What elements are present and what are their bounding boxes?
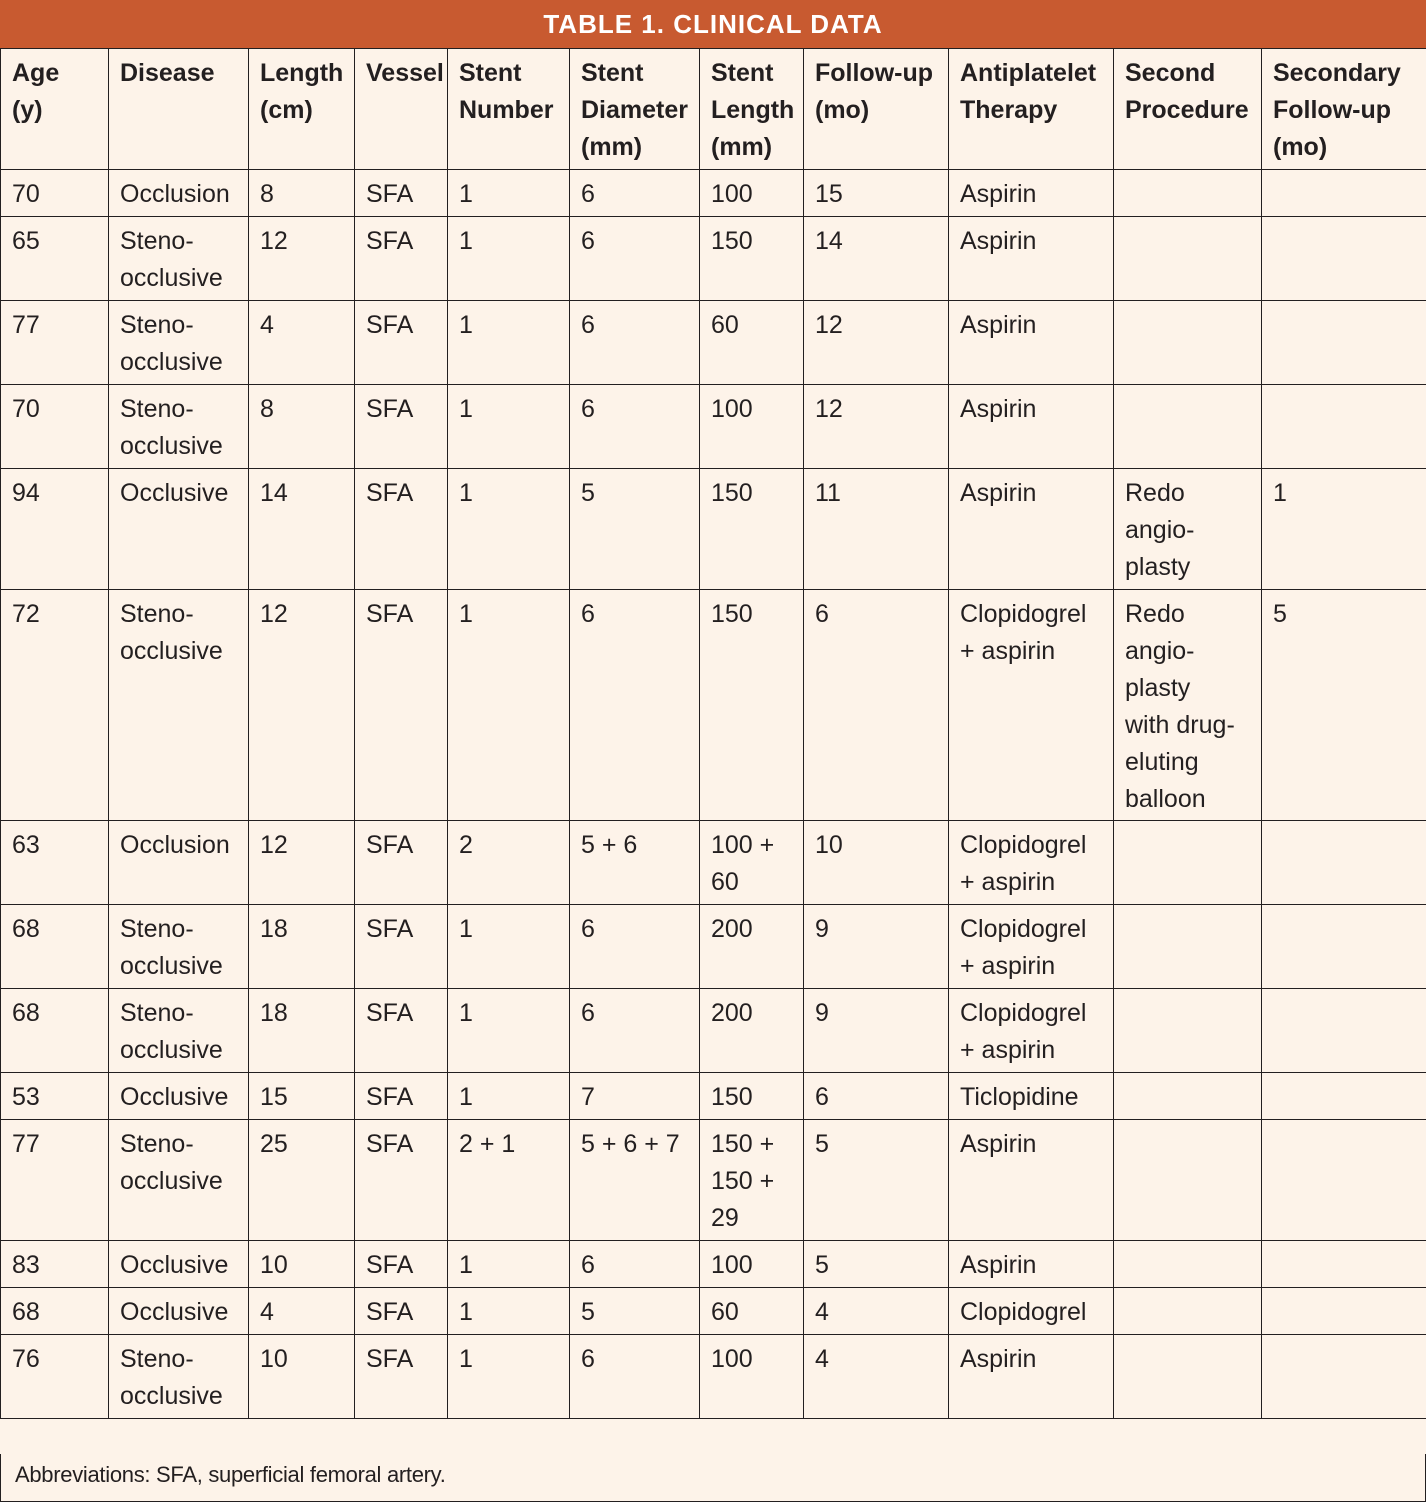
cell-age-y: 70 <box>1 170 109 217</box>
cell-length-cm: 14 <box>249 469 355 590</box>
table-row <box>1 1241 1426 1288</box>
cell-stent-number: 1 <box>448 989 570 1073</box>
cell-stent-length-mm: 200 <box>700 989 804 1073</box>
cell-second-procedure <box>1114 1241 1262 1288</box>
cell-stent-length-mm: 100 <box>700 170 804 217</box>
cell-length-cm: 18 <box>249 989 355 1073</box>
cell-stent-diameter-mm: 7 <box>570 1073 700 1120</box>
cell-second-procedure <box>1114 301 1262 385</box>
cell-stent-diameter-mm: 6 <box>570 989 700 1073</box>
cell-vessel: SFA <box>355 905 448 989</box>
cell-second-procedure <box>1114 905 1262 989</box>
cell-length-cm: 25 <box>249 1120 355 1241</box>
cell-stent-length-mm: 200 <box>700 905 804 989</box>
cell-stent-number: 2 + 1 <box>448 1120 570 1241</box>
cell-stent-length-mm: 150 + 150 + 29 <box>700 1120 804 1241</box>
cell-disease: Steno- occlusive <box>109 1335 249 1419</box>
table-row <box>1 217 1426 301</box>
cell-stent-diameter-mm: 6 <box>570 905 700 989</box>
cell-second-procedure <box>1114 821 1262 905</box>
cell-second-procedure: Redo angio- plasty with drug- eluting balloon <box>1114 590 1262 821</box>
cell-length-cm: 10 <box>249 1335 355 1419</box>
cell-age-y: 72 <box>1 590 109 821</box>
cell-disease: Steno- occlusive <box>109 590 249 821</box>
table-row <box>1 590 1426 821</box>
cell-second-procedure <box>1114 1288 1262 1335</box>
column-header-stent-number: Stent Number <box>448 49 570 170</box>
cell-stent-length-mm: 100 <box>700 385 804 469</box>
cell-stent-length-mm: 100 + 60 <box>700 821 804 905</box>
cell-age-y: 83 <box>1 1241 109 1288</box>
cell-antiplatelet-therapy: Aspirin <box>949 385 1114 469</box>
table-row <box>1 1335 1426 1419</box>
cell-stent-diameter-mm: 6 <box>570 301 700 385</box>
cell-stent-length-mm: 100 <box>700 1241 804 1288</box>
cell-stent-diameter-mm: 6 <box>570 1335 700 1419</box>
cell-antiplatelet-therapy: Aspirin <box>949 1241 1114 1288</box>
cell-disease: Steno- occlusive <box>109 905 249 989</box>
cell-stent-number: 1 <box>448 1073 570 1120</box>
cell-vessel: SFA <box>355 1241 448 1288</box>
cell-length-cm: 8 <box>249 170 355 217</box>
column-header-follow-up-mo: Follow-up (mo) <box>804 49 949 170</box>
cell-stent-number: 1 <box>448 1335 570 1419</box>
cell-age-y: 53 <box>1 1073 109 1120</box>
cell-stent-diameter-mm: 5 <box>570 469 700 590</box>
table-row <box>1 1073 1426 1120</box>
cell-age-y: 76 <box>1 1335 109 1419</box>
cell-disease: Steno- occlusive <box>109 1120 249 1241</box>
cell-stent-number: 1 <box>448 1241 570 1288</box>
cell-age-y: 77 <box>1 301 109 385</box>
cell-follow-up-mo: 15 <box>804 170 949 217</box>
cell-age-y: 68 <box>1 1288 109 1335</box>
cell-age-y: 70 <box>1 385 109 469</box>
cell-vessel: SFA <box>355 989 448 1073</box>
cell-disease: Occlusive <box>109 1073 249 1120</box>
cell-stent-length-mm: 150 <box>700 469 804 590</box>
cell-antiplatelet-therapy: Ticlopidine <box>949 1073 1114 1120</box>
cell-stent-diameter-mm: 5 + 6 <box>570 821 700 905</box>
cell-antiplatelet-therapy: Clopidogrel + aspirin <box>949 821 1114 905</box>
cell-follow-up-mo: 4 <box>804 1288 949 1335</box>
column-header-second-procedure: Second Procedure <box>1114 49 1262 170</box>
cell-age-y: 94 <box>1 469 109 590</box>
cell-vessel: SFA <box>355 385 448 469</box>
table-row <box>1 170 1426 217</box>
cell-disease: Steno- occlusive <box>109 989 249 1073</box>
cell-age-y: 68 <box>1 989 109 1073</box>
cell-secondary-follow-up-mo <box>1262 1288 1426 1335</box>
cell-length-cm: 4 <box>249 1288 355 1335</box>
cell-stent-number: 1 <box>448 905 570 989</box>
cell-stent-number: 1 <box>448 1288 570 1335</box>
cell-stent-length-mm: 150 <box>700 590 804 821</box>
cell-stent-length-mm: 150 <box>700 217 804 301</box>
cell-stent-diameter-mm: 5 <box>570 1288 700 1335</box>
clinical-data-table <box>0 48 1426 1419</box>
table-row <box>1 905 1426 989</box>
table-row <box>1 301 1426 385</box>
cell-antiplatelet-therapy: Aspirin <box>949 217 1114 301</box>
cell-secondary-follow-up-mo <box>1262 170 1426 217</box>
cell-stent-length-mm: 60 <box>700 301 804 385</box>
cell-stent-length-mm: 150 <box>700 1073 804 1120</box>
cell-disease: Occlusive <box>109 1288 249 1335</box>
table-row <box>1 469 1426 590</box>
cell-antiplatelet-therapy: Aspirin <box>949 469 1114 590</box>
cell-stent-number: 1 <box>448 385 570 469</box>
table-row <box>1 821 1426 905</box>
cell-length-cm: 15 <box>249 1073 355 1120</box>
cell-secondary-follow-up-mo <box>1262 989 1426 1073</box>
cell-secondary-follow-up-mo: 5 <box>1262 590 1426 821</box>
cell-antiplatelet-therapy: Clopidogrel <box>949 1288 1114 1335</box>
abbreviations-footnote: Abbreviations: SFA, superficial femoral artery. <box>0 1454 1426 1502</box>
cell-follow-up-mo: 5 <box>804 1241 949 1288</box>
header-row <box>1 49 1426 170</box>
cell-secondary-follow-up-mo <box>1262 217 1426 301</box>
cell-follow-up-mo: 12 <box>804 301 949 385</box>
cell-antiplatelet-therapy: Aspirin <box>949 170 1114 217</box>
column-header-age-y: Age (y) <box>1 49 109 170</box>
cell-secondary-follow-up-mo <box>1262 905 1426 989</box>
cell-antiplatelet-therapy: Clopidogrel + aspirin <box>949 590 1114 821</box>
cell-length-cm: 18 <box>249 905 355 989</box>
cell-secondary-follow-up-mo <box>1262 1120 1426 1241</box>
cell-stent-length-mm: 100 <box>700 1335 804 1419</box>
cell-vessel: SFA <box>355 1288 448 1335</box>
cell-vessel: SFA <box>355 469 448 590</box>
cell-secondary-follow-up-mo: 1 <box>1262 469 1426 590</box>
cell-stent-number: 1 <box>448 301 570 385</box>
table-body <box>1 170 1426 1419</box>
cell-age-y: 77 <box>1 1120 109 1241</box>
cell-vessel: SFA <box>355 590 448 821</box>
table-row <box>1 989 1426 1073</box>
cell-stent-number: 2 <box>448 821 570 905</box>
cell-second-procedure <box>1114 385 1262 469</box>
column-header-vessel: Vessel <box>355 49 448 170</box>
cell-follow-up-mo: 11 <box>804 469 949 590</box>
cell-disease: Steno- occlusive <box>109 217 249 301</box>
cell-secondary-follow-up-mo <box>1262 385 1426 469</box>
cell-length-cm: 12 <box>249 590 355 821</box>
cell-second-procedure <box>1114 1335 1262 1419</box>
cell-stent-diameter-mm: 6 <box>570 170 700 217</box>
cell-second-procedure <box>1114 217 1262 301</box>
column-header-length-cm: Length (cm) <box>249 49 355 170</box>
cell-stent-diameter-mm: 6 <box>570 217 700 301</box>
cell-secondary-follow-up-mo <box>1262 1335 1426 1419</box>
cell-vessel: SFA <box>355 821 448 905</box>
cell-antiplatelet-therapy: Clopidogrel + aspirin <box>949 905 1114 989</box>
cell-length-cm: 12 <box>249 217 355 301</box>
cell-length-cm: 4 <box>249 301 355 385</box>
column-header-stent-diameter-mm: Stent Diameter (mm) <box>570 49 700 170</box>
cell-follow-up-mo: 9 <box>804 989 949 1073</box>
cell-age-y: 68 <box>1 905 109 989</box>
column-header-secondary-follow-up-mo: Secondary Follow-up (mo) <box>1262 49 1426 170</box>
cell-vessel: SFA <box>355 1073 448 1120</box>
cell-vessel: SFA <box>355 301 448 385</box>
table-row <box>1 385 1426 469</box>
cell-age-y: 63 <box>1 821 109 905</box>
cell-disease: Occlusion <box>109 170 249 217</box>
cell-disease: Occlusive <box>109 469 249 590</box>
cell-follow-up-mo: 10 <box>804 821 949 905</box>
cell-second-procedure: Redo angio- plasty <box>1114 469 1262 590</box>
column-header-disease: Disease <box>109 49 249 170</box>
cell-secondary-follow-up-mo <box>1262 301 1426 385</box>
cell-follow-up-mo: 6 <box>804 1073 949 1120</box>
cell-length-cm: 8 <box>249 385 355 469</box>
cell-follow-up-mo: 5 <box>804 1120 949 1241</box>
cell-follow-up-mo: 12 <box>804 385 949 469</box>
table-row <box>1 1120 1426 1241</box>
cell-vessel: SFA <box>355 1335 448 1419</box>
cell-antiplatelet-therapy: Aspirin <box>949 1335 1114 1419</box>
cell-vessel: SFA <box>355 217 448 301</box>
cell-antiplatelet-therapy: Aspirin <box>949 301 1114 385</box>
cell-disease: Steno- occlusive <box>109 385 249 469</box>
cell-follow-up-mo: 14 <box>804 217 949 301</box>
cell-follow-up-mo: 4 <box>804 1335 949 1419</box>
column-header-antiplatelet-therapy: Antiplatelet Therapy <box>949 49 1114 170</box>
cell-antiplatelet-therapy: Clopidogrel + aspirin <box>949 989 1114 1073</box>
cell-vessel: SFA <box>355 1120 448 1241</box>
cell-second-procedure <box>1114 1120 1262 1241</box>
cell-disease: Steno- occlusive <box>109 301 249 385</box>
cell-disease: Occlusive <box>109 1241 249 1288</box>
table-title: TABLE 1. CLINICAL DATA <box>0 0 1426 48</box>
cell-follow-up-mo: 9 <box>804 905 949 989</box>
cell-secondary-follow-up-mo <box>1262 821 1426 905</box>
cell-secondary-follow-up-mo <box>1262 1073 1426 1120</box>
table-row <box>1 1288 1426 1335</box>
cell-follow-up-mo: 6 <box>804 590 949 821</box>
cell-second-procedure <box>1114 989 1262 1073</box>
cell-stent-diameter-mm: 6 <box>570 1241 700 1288</box>
cell-stent-number: 1 <box>448 170 570 217</box>
cell-stent-number: 1 <box>448 469 570 590</box>
cell-antiplatelet-therapy: Aspirin <box>949 1120 1114 1241</box>
cell-stent-number: 1 <box>448 590 570 821</box>
cell-stent-length-mm: 60 <box>700 1288 804 1335</box>
cell-second-procedure <box>1114 1073 1262 1120</box>
cell-stent-number: 1 <box>448 217 570 301</box>
cell-secondary-follow-up-mo <box>1262 1241 1426 1288</box>
column-header-stent-length-mm: Stent Length (mm) <box>700 49 804 170</box>
cell-length-cm: 12 <box>249 821 355 905</box>
cell-stent-diameter-mm: 6 <box>570 590 700 821</box>
cell-stent-diameter-mm: 6 <box>570 385 700 469</box>
cell-age-y: 65 <box>1 217 109 301</box>
cell-stent-diameter-mm: 5 + 6 + 7 <box>570 1120 700 1241</box>
cell-disease: Occlusion <box>109 821 249 905</box>
cell-length-cm: 10 <box>249 1241 355 1288</box>
cell-second-procedure <box>1114 170 1262 217</box>
cell-vessel: SFA <box>355 170 448 217</box>
